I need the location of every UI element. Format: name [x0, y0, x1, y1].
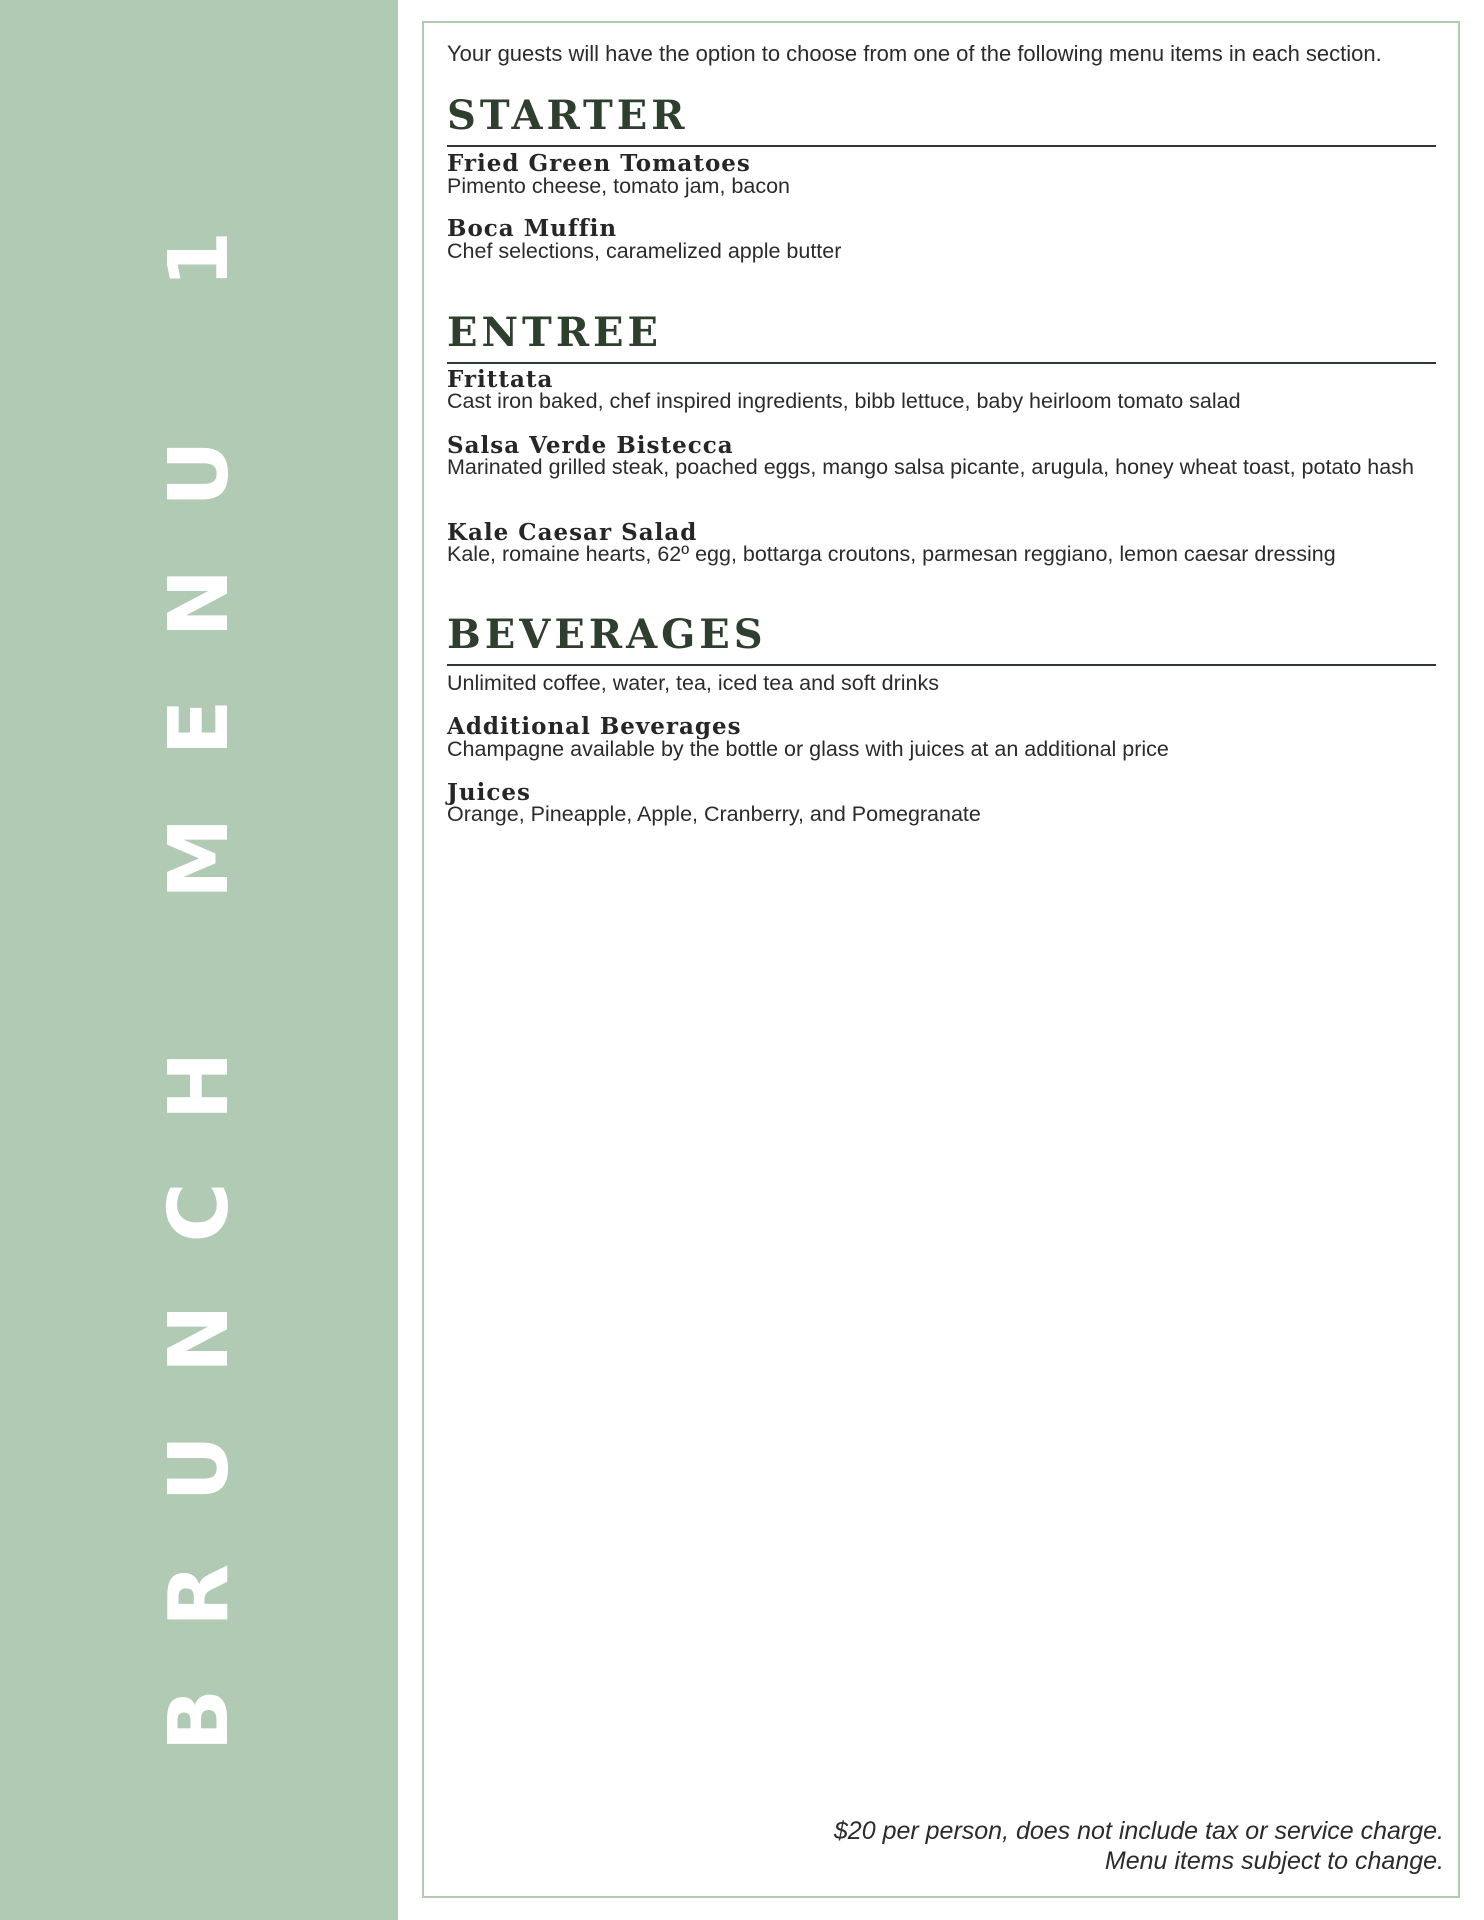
- menu-item-name: Boca Muffin: [447, 215, 618, 242]
- sidebar-panel: [0, 0, 398, 1920]
- section-heading-entree: ENTREE: [447, 313, 1436, 364]
- menu-item-description: Marinated grilled steak, poached eggs, mango salsa picante, arugula, honey wheat toast, potato hash: [447, 455, 1414, 479]
- menu-item-description: Orange, Pineapple, Apple, Cranberry, and Pomegranate: [447, 802, 981, 826]
- menu-frame: [422, 21, 1460, 1898]
- beverages-note: Unlimited coffee, water, tea, iced tea and soft drinks: [447, 671, 939, 695]
- menu-item-name: Salsa Verde Bistecca: [447, 432, 734, 459]
- menu-item-name: Kale Caesar Salad: [447, 519, 698, 546]
- menu-item-name: Fried Green Tomatoes: [447, 150, 751, 177]
- section-heading-starter: STARTER: [447, 96, 1436, 147]
- menu-item-name: Additional Beverages: [447, 713, 742, 740]
- price-note: $20 per person, does not include tax or service charge.: [833, 1817, 1444, 1845]
- menu-item-description: Pimento cheese, tomato jam, bacon: [447, 174, 790, 198]
- menu-item-name: Juices: [447, 779, 531, 806]
- menu-title: BRUNCH MENU 1: [152, 168, 247, 1752]
- menu-item-description: Kale, romaine hearts, 62º egg, bottarga croutons, parmesan reggiano, lemon caesar dressing: [447, 542, 1336, 566]
- menu-item-name: Frittata: [447, 366, 554, 393]
- change-note: Menu items subject to change.: [1104, 1847, 1444, 1875]
- section-heading-beverages: BEVERAGES: [447, 615, 1436, 666]
- intro-text: Your guests will have the option to choose from one of the following menu items in each section.: [447, 41, 1382, 66]
- menu-item-description: Cast iron baked, chef inspired ingredients, bibb lettuce, baby heirloom tomato salad: [447, 389, 1241, 413]
- menu-item-description: Chef selections, caramelized apple butter: [447, 239, 842, 263]
- menu-item-description: Champagne available by the bottle or glass with juices at an additional price: [447, 737, 1169, 761]
